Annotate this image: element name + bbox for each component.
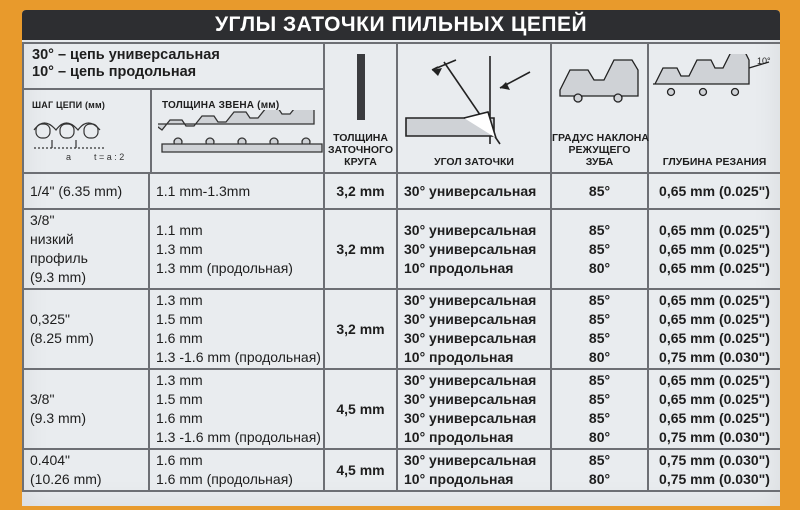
table-row <box>23 449 780 491</box>
circle-cell: 4,5 mm <box>324 449 397 491</box>
thickness-cell-line: 1.3 mm <box>156 240 203 257</box>
depth-cell-line: 0,75 mm (0.030") <box>659 452 770 468</box>
header-pitch: ШАГ ЦЕПИ (мм) <box>32 100 106 110</box>
pitch-cell <box>23 449 149 491</box>
legend-ripping: 10° – цепь продольная <box>32 64 197 80</box>
thickness-cell <box>149 173 324 209</box>
depth-cell-line: 0,75 mm (0.030") <box>659 429 770 445</box>
chain-pitch-icon <box>30 108 148 164</box>
circle-cell: 3,2 mm <box>324 209 397 289</box>
angle-cell-line: 30° универсальная <box>404 391 537 407</box>
header-row <box>23 43 780 173</box>
tilt-cell <box>551 449 648 491</box>
formula-a-label: a <box>66 152 72 162</box>
header-angle-label: УГОЛ ЗАТОЧКИ <box>434 156 514 168</box>
table-row <box>23 173 780 209</box>
circle-cell: 4,5 mm <box>324 369 397 449</box>
table-row <box>23 369 780 449</box>
depth-angle-label: 10° <box>757 56 771 66</box>
header-divider <box>24 88 323 90</box>
tilt-cell <box>551 209 648 289</box>
header-circle-label: ТОЛЩИНА ЗАТОЧНОГО КРУГА <box>327 132 394 168</box>
angle-cell-line: 30° универсальная <box>404 292 537 308</box>
header-thickness: ТОЛЩИНА ЗВЕНА (мм) <box>162 100 280 111</box>
pitch-cell <box>23 369 149 449</box>
tilt-cell-line: 85° <box>588 311 611 327</box>
depth-cell-line: 0,65 mm (0.025") <box>659 330 770 346</box>
angle-cell-line: 10° продольная <box>404 349 514 365</box>
header-angle <box>397 43 551 173</box>
pitch-cell <box>23 289 149 369</box>
angle-cell <box>397 449 551 491</box>
header-tilt <box>551 43 648 173</box>
legend <box>32 47 220 81</box>
depth-cell-line: 0,75 mm (0.030") <box>659 349 770 365</box>
sharpening-table <box>22 42 780 492</box>
circle-cell: 3,2 mm <box>324 173 397 209</box>
pitch-cell-line: профиль <box>30 250 88 266</box>
header-tilt-label: ГРАДУС НАКЛОНА РЕЖУЩЕГО ЗУБА <box>552 132 649 168</box>
depth-cell-line: 0,65 mm (0.025") <box>659 391 770 407</box>
tilt-cell <box>551 173 648 209</box>
legend-universal: 30° – цепь универсальная <box>32 47 220 63</box>
depth-cell <box>648 173 780 209</box>
pitch-cell-line: (8.25 mm) <box>30 330 94 346</box>
angle-cell-line: 30° универсальная <box>404 410 537 426</box>
depth-cell-line: 0,65 mm (0.025") <box>659 410 770 426</box>
tilt-cell <box>551 289 648 369</box>
thickness-cell <box>149 289 324 369</box>
thickness-cell-line: 1.3 mm <box>156 372 203 388</box>
sharpening-angle-icon <box>404 52 546 148</box>
thickness-cell-line: 1.3 mm <box>156 292 203 308</box>
pitch-cell-line: низкий <box>30 231 74 247</box>
angle-cell-line: 10° продольная <box>404 471 514 487</box>
depth-gauge-icon <box>653 54 777 114</box>
thickness-cell-line: 1.6 mm <box>156 330 203 346</box>
header-circle <box>324 43 397 173</box>
angle-cell-line: 30° универсальная <box>404 240 537 257</box>
angle-cell-line: 30° универсальная <box>404 182 537 199</box>
depth-cell-line: 0,65 mm (0.025") <box>659 311 770 327</box>
tilt-cell-line: 80° <box>588 471 611 487</box>
thickness-cell-line: 1.6 mm <box>156 452 203 468</box>
thickness-cell-line: 1.6 mm <box>156 410 203 426</box>
depth-cell <box>648 209 780 289</box>
angle-cell-line: 10° продольная <box>404 429 514 445</box>
pitch-cell-line: (9.3 mm) <box>30 410 86 426</box>
chart-card <box>22 10 780 506</box>
pitch-cell-line: 3/8" <box>30 212 55 228</box>
thickness-cell-line: 1.3 -1.6 mm (продольная) <box>156 429 321 445</box>
angle-cell <box>397 209 551 289</box>
tilt-cell <box>551 369 648 449</box>
pitch-cell-line: 3/8" <box>30 391 55 407</box>
tilt-cell-line: 85° <box>588 391 611 407</box>
tilt-cell-line: 85° <box>588 452 611 468</box>
thickness-cell-line: 1.3 mm (продольная) <box>156 259 293 276</box>
thickness-cell-line: 1.5 mm <box>156 391 203 407</box>
angle-cell <box>397 289 551 369</box>
depth-cell-line: 0,75 mm (0.030") <box>659 471 770 487</box>
angle-cell <box>397 173 551 209</box>
pitch-cell-line: (9.3 mm) <box>30 269 86 285</box>
tilt-cell-line: 85° <box>588 330 611 346</box>
depth-cell-line: 0,65 mm (0.025") <box>659 259 770 276</box>
tilt-cell-line: 85° <box>588 292 611 308</box>
table-row <box>23 209 780 289</box>
thickness-cell <box>149 449 324 491</box>
depth-cell-line: 0,65 mm (0.025") <box>659 182 770 199</box>
pitch-cell <box>23 209 149 289</box>
depth-cell <box>648 449 780 491</box>
thickness-cell-line: 1.5 mm <box>156 311 203 327</box>
tilt-cell-line: 85° <box>588 182 611 199</box>
angle-cell-line: 30° универсальная <box>404 452 537 468</box>
thickness-cell-line: 1.6 mm (продольная) <box>156 471 293 487</box>
formula-label: t = a : 2 <box>94 152 125 162</box>
thickness-cell-line: 1.1 mm-1.3mm <box>156 182 251 199</box>
tilt-cell-line: 85° <box>588 410 611 426</box>
angle-cell-line: 10° продольная <box>404 259 514 276</box>
depth-cell <box>648 289 780 369</box>
table-body <box>23 173 780 491</box>
pitch-cell <box>23 173 149 209</box>
tilt-cell-line: 80° <box>588 349 611 365</box>
circle-cell: 3,2 mm <box>324 289 397 369</box>
pitch-cell-line: (10.26 mm) <box>30 471 102 487</box>
tilt-cell-line: 85° <box>588 372 611 388</box>
depth-cell <box>648 369 780 449</box>
angle-cell-line: 30° универсальная <box>404 372 537 388</box>
pitch-cell-line: 1/4" (6.35 mm) <box>30 182 123 199</box>
depth-cell-line: 0,65 mm (0.025") <box>659 372 770 388</box>
header-depth <box>648 43 780 173</box>
file-rod-icon <box>351 52 371 122</box>
tilt-cell-line: 80° <box>588 259 611 276</box>
pitch-cell-line: 0.404" <box>30 452 71 468</box>
angle-cell-line: 30° универсальная <box>404 330 537 346</box>
cutter-tooth-icon <box>558 56 644 116</box>
depth-cell-line: 0,65 mm (0.025") <box>659 240 770 257</box>
table-row <box>23 289 780 369</box>
chain-thickness-icon <box>158 110 326 166</box>
thickness-cell-line: 1.3 -1.6 mm (продольная) <box>156 349 321 365</box>
tilt-cell-line: 85° <box>588 221 611 238</box>
angle-cell-line: 30° универсальная <box>404 221 537 238</box>
depth-cell-line: 0,65 mm (0.025") <box>659 292 770 308</box>
thickness-cell <box>149 369 324 449</box>
thickness-cell <box>149 209 324 289</box>
angle-cell <box>397 369 551 449</box>
header-depth-label: ГЛУБИНА РЕЗАНИЯ <box>662 156 767 168</box>
tilt-cell-line: 80° <box>588 429 611 445</box>
header-pitch-thickness <box>23 43 324 173</box>
pitch-cell-line: 0,325" <box>30 311 71 327</box>
header-vdivider <box>150 90 152 172</box>
page-title: УГЛЫ ЗАТОЧКИ ПИЛЬНЫХ ЦЕПЕЙ <box>22 10 780 40</box>
angle-cell-line: 30° универсальная <box>404 311 537 327</box>
depth-cell-line: 0,65 mm (0.025") <box>659 221 770 238</box>
thickness-cell-line: 1.1 mm <box>156 221 203 238</box>
tilt-cell-line: 85° <box>588 240 611 257</box>
